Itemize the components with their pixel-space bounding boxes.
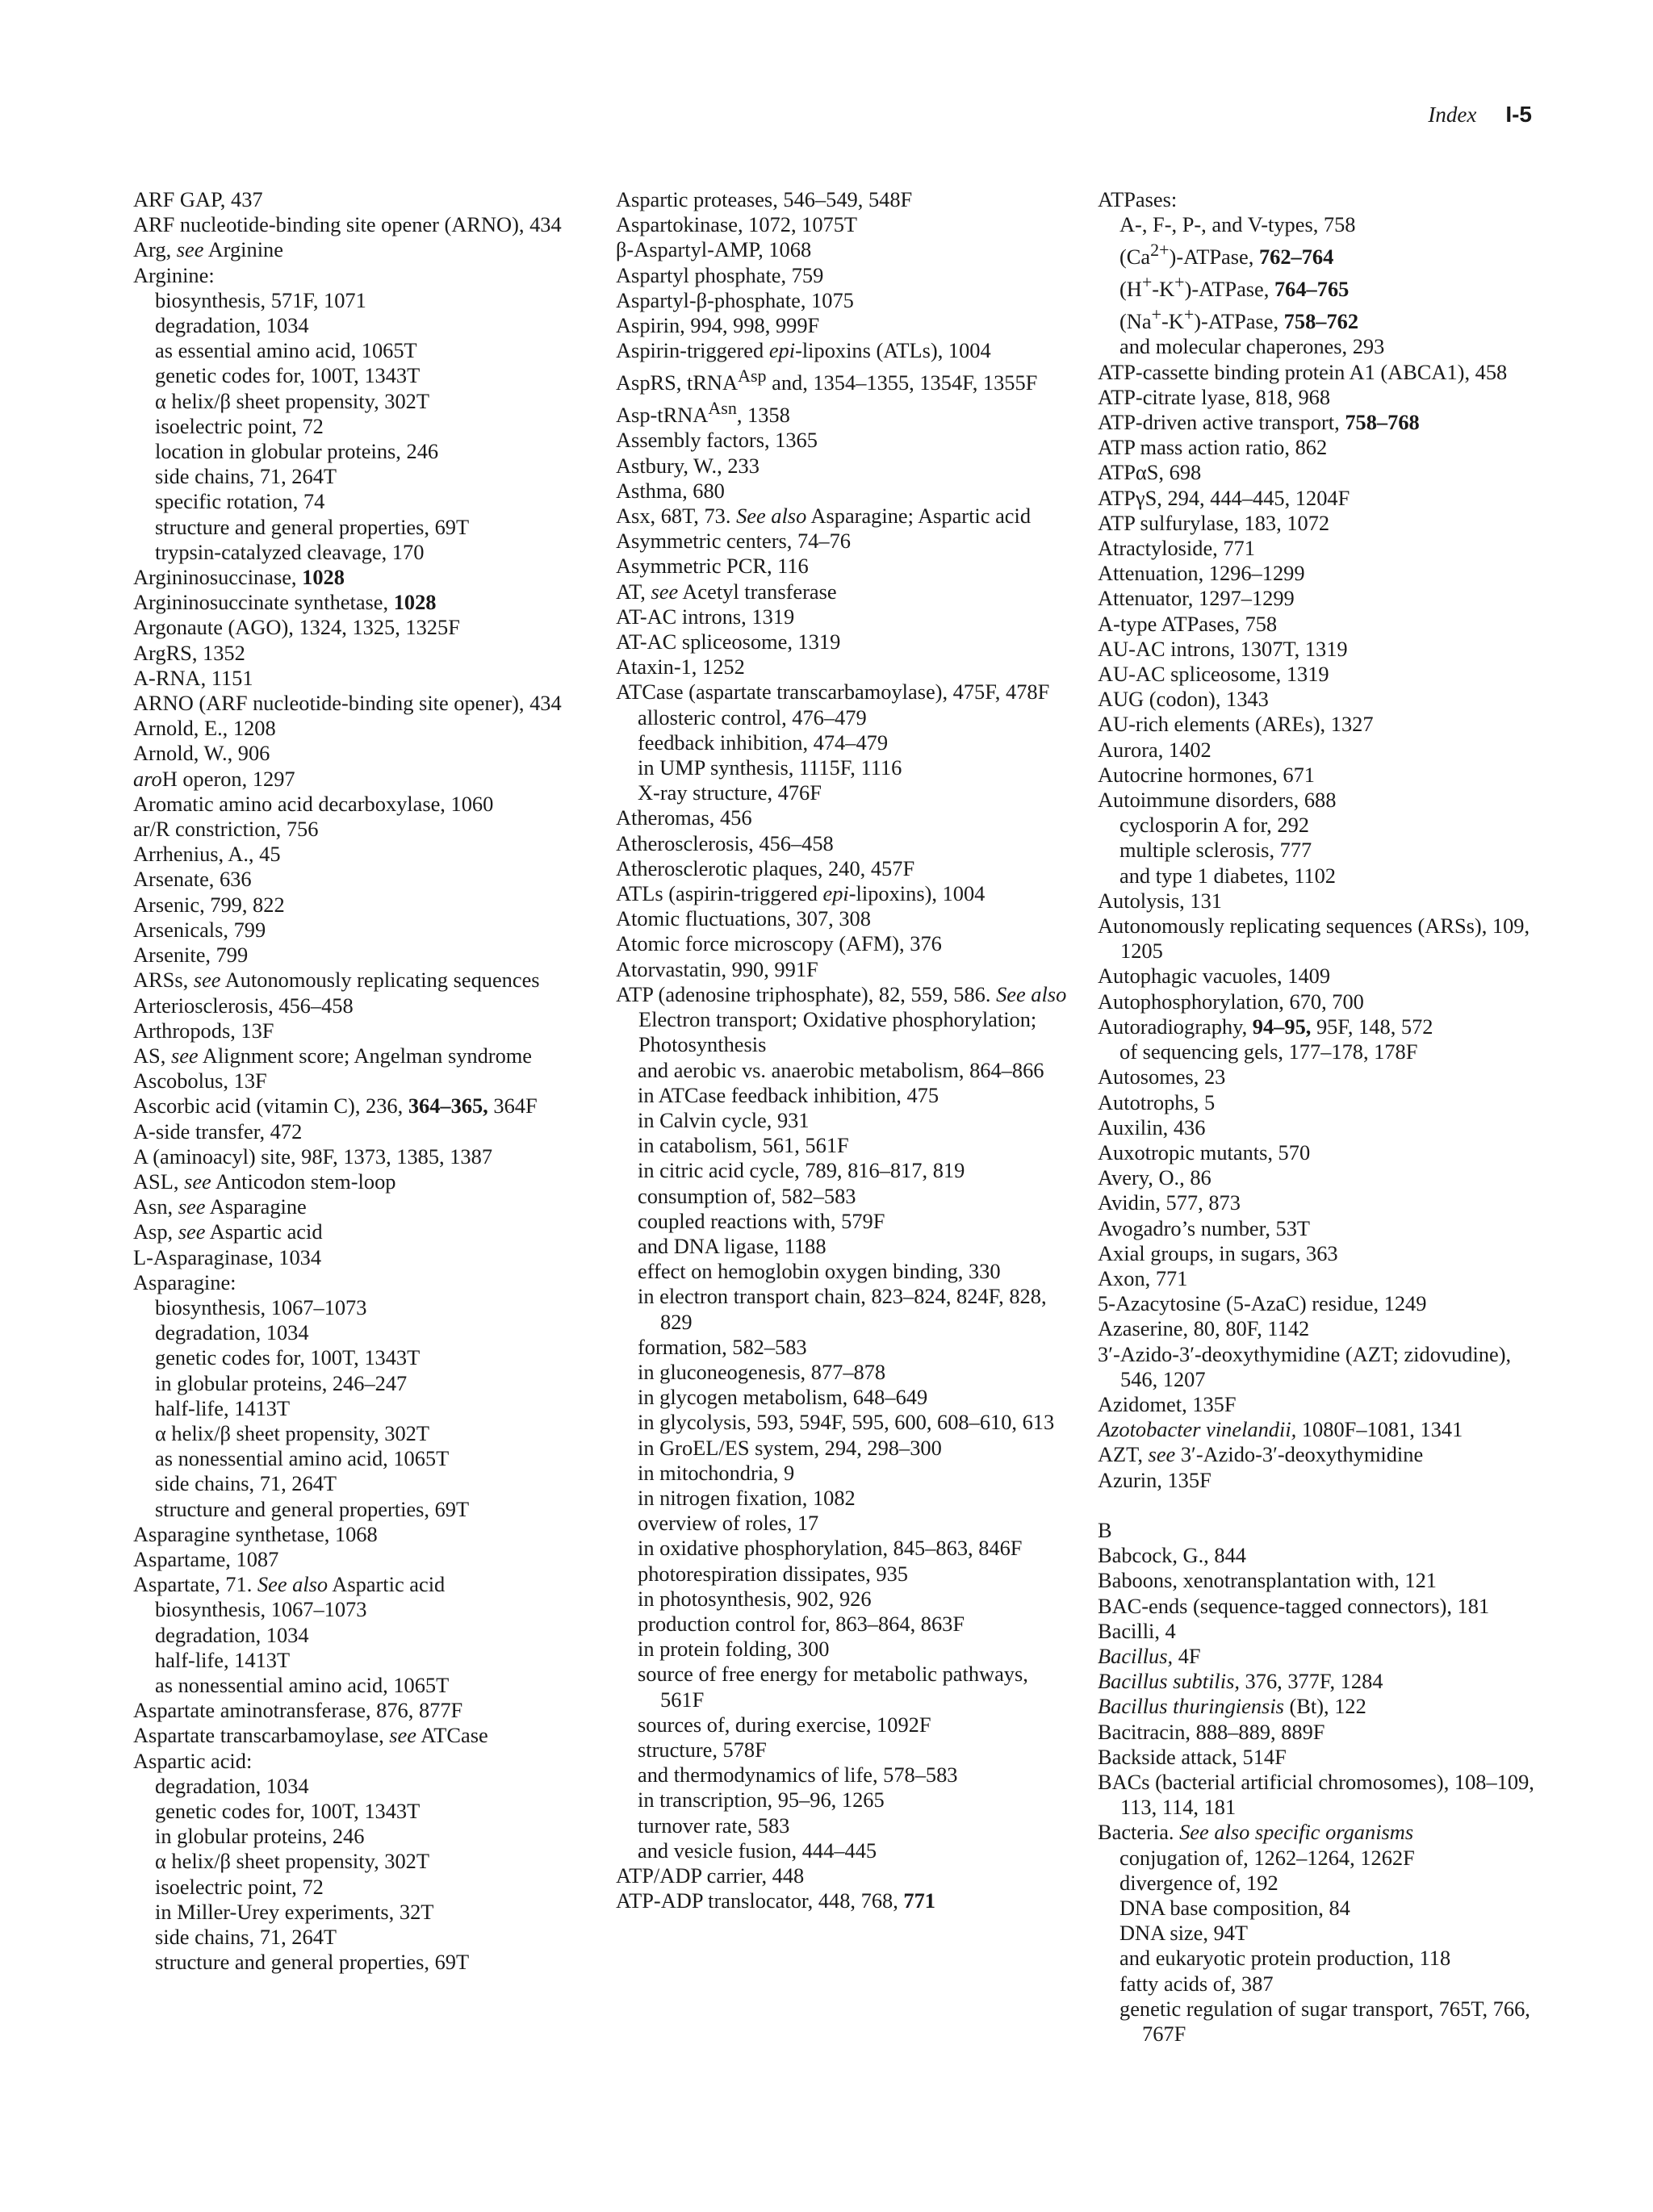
index-entry: ATPγS, 294, 444–445, 1204F [1098, 485, 1350, 510]
index-entry: 5-Azacytosine (5-AzaC) residue, 1249 [1098, 1291, 1427, 1316]
index-subentry: in catabolism, 561, 561F [638, 1133, 849, 1158]
index-entry: ATP/ADP carrier, 448 [616, 1863, 805, 1888]
index-subentry: in GroEL/ES system, 294, 298–300 [638, 1435, 942, 1460]
index-entry: A-type ATPases, 758 [1098, 611, 1278, 636]
index-subentry: as essential amino acid, 1065T [155, 338, 417, 363]
index-column-2 [616, 187, 1068, 1913]
index-subentry: A-, F-, P-, and V-types, 758 [1119, 212, 1356, 237]
index-subentry: structure and general properties, 69T [155, 514, 470, 539]
index-subentry: structure, 578F [638, 1737, 767, 1762]
index-entry: Argininosuccinate synthetase, 1028 [133, 590, 437, 615]
index-subentry: and type 1 diabetes, 1102 [1119, 863, 1336, 888]
index-subentry: half-life, 1413T [155, 1395, 291, 1420]
index-subentry: in UMP synthesis, 1115F, 1116 [638, 755, 902, 780]
index-entry: ATP-citrate lyase, 818, 968 [1098, 384, 1331, 409]
index-subentry: fatty acids of, 387 [1119, 1971, 1274, 1996]
index-entry: Autoimmune disorders, 688 [1098, 788, 1337, 813]
index-entry: Atheromas, 456 [616, 805, 752, 830]
index-subentry: and thermodynamics of life, 578–583 [638, 1762, 958, 1788]
index-entry: Asn, see Asparagine [133, 1194, 307, 1219]
index-entry: Arginine: [133, 262, 215, 287]
index-entry: ATP sulfurylase, 183, 1072 [1098, 510, 1330, 535]
index-subentry: overview of roles, 17 [638, 1511, 819, 1536]
index-subentry: α helix/β sheet propensity, 302T [155, 388, 429, 413]
index-subentry: conjugation of, 1262–1264, 1262F [1119, 1845, 1415, 1870]
index-entry: Auxilin, 436 [1098, 1114, 1206, 1139]
index-entry: AU-AC spliceosome, 1319 [1098, 662, 1329, 687]
index-entry: Autophagic vacuoles, 1409 [1098, 964, 1331, 989]
index-entry: ATPases: [1098, 187, 1178, 211]
index-subentry: biosynthesis, 1067–1073 [155, 1597, 367, 1622]
index-entry: Arnold, E., 1208 [133, 716, 276, 741]
index-subentry: in electron transport chain, 823–824, 824F, 828, 829 [638, 1284, 1047, 1334]
index-entry: Babcock, G., 844 [1098, 1543, 1246, 1568]
index-entry: Bacilli, 4 [1098, 1618, 1176, 1643]
index-subentry: allosteric control, 476–479 [638, 705, 867, 730]
index-subentry: in transcription, 95–96, 1265 [638, 1788, 885, 1813]
index-subentry: effect on hemoglobin oxygen binding, 330 [638, 1259, 1001, 1284]
index-entry: aroH operon, 1297 [133, 766, 295, 791]
index-subentry: side chains, 71, 264T [155, 464, 337, 489]
index-entry: ATP-ADP translocator, 448, 768, 771 [616, 1888, 935, 1913]
index-entry: Avogadro’s number, 53T [1098, 1215, 1311, 1240]
index-entry: Arsenite, 799 [133, 943, 249, 968]
index-entry: AU-rich elements (AREs), 1327 [1098, 712, 1374, 737]
index-column-1 [133, 187, 585, 1975]
index-entry: Aspartic acid: [133, 1748, 253, 1773]
index-entry: Arg, see Arginine [133, 237, 283, 262]
index-entry: Aspirin-triggered epi-lipoxins (ATLs), 1004 [616, 338, 991, 363]
index-entry: A (aminoacyl) site, 98F, 1373, 1385, 1387 [133, 1144, 493, 1169]
index-entry: Autocrine hormones, 671 [1098, 762, 1315, 787]
index-entry: ASL, see Anticodon stem-loop [133, 1169, 396, 1194]
index-entry: 3′-Azido-3′-deoxythymidine (AZT; zidovudine), 546, 1207 [1098, 1341, 1512, 1391]
index-subentry: genetic codes for, 100T, 1343T [155, 363, 421, 388]
index-entry: Atherosclerosis, 456–458 [616, 830, 834, 855]
index-entry: BAC-ends (sequence-tagged connectors), 181 [1098, 1593, 1490, 1618]
index-entry: Ataxin-1, 1252 [616, 654, 745, 679]
index-subentry: divergence of, 192 [1119, 1870, 1278, 1895]
index-entry: ARF GAP, 437 [133, 187, 263, 211]
index-entry: Attenuator, 1297–1299 [1098, 586, 1295, 611]
index-entry: AT-AC introns, 1319 [616, 604, 795, 629]
index-subentry: and vesicle fusion, 444–445 [638, 1838, 877, 1863]
index-entry: Azurin, 135F [1098, 1467, 1212, 1492]
running-head: Index [1428, 102, 1477, 127]
index-entry: Azidomet, 135F [1098, 1391, 1237, 1416]
index-entry: Arthropods, 13F [133, 1018, 274, 1043]
index-entry: Bacillus, 4F [1098, 1643, 1201, 1668]
index-entry: AT-AC spliceosome, 1319 [616, 629, 841, 654]
index-entry: Arteriosclerosis, 456–458 [133, 993, 354, 1018]
index-subentry: location in globular proteins, 246 [155, 439, 439, 464]
index-subentry: genetic codes for, 100T, 1343T [155, 1345, 421, 1370]
index-subentry: degradation, 1034 [155, 1622, 309, 1647]
index-subentry: α helix/β sheet propensity, 302T [155, 1849, 429, 1874]
index-entry: Aurora, 1402 [1098, 737, 1212, 762]
index-subentry: isoelectric point, 72 [155, 1874, 324, 1899]
index-subentry: in gluconeogenesis, 877–878 [638, 1359, 886, 1384]
index-entry: ArgRS, 1352 [133, 640, 245, 665]
index-entry: Atomic fluctuations, 307, 308 [616, 906, 871, 931]
index-entry: Avery, O., 86 [1098, 1165, 1212, 1190]
index-entry: Ascobolus, 13F [133, 1068, 267, 1093]
index-subentry: degradation, 1034 [155, 313, 309, 338]
index-entry: A-side transfer, 472 [133, 1119, 303, 1144]
index-entry: ATPαS, 698 [1098, 460, 1202, 485]
index-subentry: in ATCase feedback inhibition, 475 [638, 1082, 939, 1107]
index-entry: Aspartokinase, 1072, 1075T [616, 212, 858, 237]
index-entry: Asp, see Aspartic acid [133, 1219, 323, 1244]
index-subentry: trypsin-catalyzed cleavage, 170 [155, 539, 425, 564]
index-subentry: in citric acid cycle, 789, 816–817, 819 [638, 1158, 965, 1183]
index-entry: Azotobacter vinelandii, 1080F–1081, 1341 [1098, 1417, 1463, 1442]
index-entry: ATLs (aspirin-triggered epi-lipoxins), 1004 [616, 881, 986, 906]
index-subentry: (H+-K+)-ATPase, 764–765 [1119, 272, 1350, 302]
index-entry: Aromatic amino acid decarboxylase, 1060 [133, 791, 494, 816]
page-header [1428, 102, 1532, 128]
index-entry: Arrhenius, A., 45 [133, 842, 281, 867]
index-subentry: formation, 582–583 [638, 1334, 807, 1359]
index-subentry: structure and general properties, 69T [155, 1950, 470, 1975]
index-entry: Arnold, W., 906 [133, 741, 270, 766]
index-subentry: coupled reactions with, 579F [638, 1208, 885, 1233]
index-entry: β-Aspartyl-AMP, 1068 [616, 237, 812, 262]
index-subentry: in protein folding, 300 [638, 1637, 830, 1662]
index-entry: Atomic force microscopy (AFM), 376 [616, 931, 942, 956]
index-subentry: cyclosporin A for, 292 [1119, 813, 1309, 838]
index-entry: Backside attack, 514F [1098, 1744, 1287, 1769]
index-entry: Bacillus thuringiensis (Bt), 122 [1098, 1694, 1366, 1719]
index-subentry: side chains, 71, 264T [155, 1471, 337, 1496]
index-subentry: X-ray structure, 476F [638, 780, 822, 805]
index-subentry: as nonessential amino acid, 1065T [155, 1446, 450, 1471]
index-entry: Assembly factors, 1365 [616, 428, 818, 453]
index-entry: Arsenic, 799, 822 [133, 892, 285, 917]
index-entry: Asparagine synthetase, 1068 [133, 1521, 378, 1546]
index-entry: Asp-tRNA$^{Asn}$, 1358 [616, 398, 790, 428]
index-subentry: in mitochondria, 9 [638, 1460, 795, 1485]
index-subentry: degradation, 1034 [155, 1773, 309, 1798]
index-entry: Auxotropic mutants, 570 [1098, 1139, 1311, 1165]
index-subentry: and DNA ligase, 1188 [638, 1233, 826, 1258]
index-entry: Bacteria. See also specific organisms [1098, 1820, 1414, 1845]
index-subentry: as nonessential amino acid, 1065T [155, 1672, 450, 1697]
index-subentry: sources of, during exercise, 1092F [638, 1712, 931, 1737]
index-subentry: source of free energy for metabolic pathways, 561F [638, 1662, 1028, 1712]
index-entry: Aspartate transcarbamoylase, see ATCase [133, 1723, 488, 1748]
index-entry: Autonomously replicating sequences (ARSs), 109, 1205 [1098, 914, 1530, 964]
index-subentry: and eukaryotic protein production, 118 [1119, 1946, 1451, 1971]
index-entry: Bacillus subtilis, 376, 377F, 1284 [1098, 1669, 1383, 1694]
index-entry: Autolysis, 131 [1098, 888, 1222, 913]
index-entry: Atractyloside, 771 [1098, 536, 1255, 561]
index-entry: Asymmetric centers, 74–76 [616, 529, 851, 554]
index-entry: Azaserine, 80, 80F, 1142 [1098, 1316, 1310, 1341]
index-subentry: isoelectric point, 72 [155, 413, 324, 438]
index-subentry: photorespiration dissipates, 935 [638, 1561, 908, 1586]
index-entry: Aspartic proteases, 546–549, 548F [616, 187, 913, 211]
index-entry: BACs (bacterial artificial chromosomes), 108–109, 113, 114, 181 [1098, 1769, 1534, 1820]
index-entry: Atherosclerotic plaques, 240, 457F [616, 855, 915, 880]
index-entry: ar/R constriction, 756 [133, 817, 319, 842]
index-subentry: specific rotation, 74 [155, 489, 325, 514]
index-entry: Bacitracin, 888–889, 889F [1098, 1719, 1325, 1744]
page-number: I-5 [1505, 102, 1532, 127]
index-entry: Asymmetric PCR, 116 [616, 554, 809, 579]
index-entry: ARF nucleotide-binding site opener (ARNO), 434 [133, 212, 562, 237]
index-entry: AT, see Acetyl transferase [616, 579, 837, 604]
index-entry: Autoradiography, 94–95, 95F, 148, 572 [1098, 1014, 1433, 1039]
section-spacer [1098, 1493, 1550, 1518]
index-subentry: in glycolysis, 593, 594F, 595, 600, 608–610, 613 [638, 1410, 1055, 1435]
index-entry: Arsenate, 636 [133, 867, 252, 892]
index-subentry: in globular proteins, 246–247 [155, 1370, 408, 1395]
index-subentry: multiple sclerosis, 777 [1119, 838, 1312, 863]
index-entry: Argonaute (AGO), 1324, 1325, 1325F [133, 615, 460, 640]
index-entry: Aspartame, 1087 [133, 1546, 279, 1571]
index-subentry: genetic regulation of sugar transport, 765T, 766, 767F [1119, 1996, 1530, 2046]
index-entry: ATP-driven active transport, 758–768 [1098, 410, 1420, 435]
index-subentry: structure and general properties, 69T [155, 1496, 470, 1521]
index-subentry: and aerobic vs. anaerobic metabolism, 864–866 [638, 1057, 1044, 1082]
index-subentry: biosynthesis, 571F, 1071 [155, 287, 366, 312]
index-subentry: degradation, 1034 [155, 1320, 309, 1345]
index-entry: Aspartyl-β-phosphate, 1075 [616, 287, 854, 312]
index-subentry: in nitrogen fixation, 1082 [638, 1485, 856, 1510]
index-entry: Atorvastatin, 990, 991F [616, 956, 818, 981]
index-subentry: (Na+-K+)-ATPase, 758–762 [1119, 304, 1359, 334]
index-entry: Axon, 771 [1098, 1265, 1188, 1290]
index-subentry: α helix/β sheet propensity, 302T [155, 1420, 429, 1445]
index-entry: Asx, 68T, 73. See also Asparagine; Aspartic acid [616, 504, 1032, 529]
index-entry: ARSs, see Autonomously replicating sequences [133, 968, 540, 993]
index-subentry: DNA base composition, 84 [1119, 1895, 1350, 1920]
index-entry: AZT, see 3′-Azido-3′-deoxythymidine [1098, 1442, 1424, 1467]
index-entry: B [1098, 1517, 1112, 1542]
index-subentry: in Calvin cycle, 931 [638, 1107, 810, 1132]
index-subentry: production control for, 863–864, 863F [638, 1611, 965, 1636]
index-entry: Aspartate aminotransferase, 876, 877F [133, 1698, 463, 1723]
index-subentry: consumption of, 582–583 [638, 1183, 856, 1208]
index-subentry: half-life, 1413T [155, 1647, 291, 1672]
index-entry: Axial groups, in sugars, 363 [1098, 1240, 1338, 1265]
index-subentry: DNA size, 94T [1119, 1921, 1249, 1946]
index-entry: Aspartyl phosphate, 759 [616, 262, 824, 287]
index-subentry: in photosynthesis, 902, 926 [638, 1586, 872, 1611]
index-entry: Baboons, xenotransplantation with, 121 [1098, 1568, 1437, 1593]
index-subentry: $(Ca^{2+})$-ATPase, 762–764 [1119, 240, 1334, 270]
index-entry: ATP mass action ratio, 862 [1098, 435, 1328, 460]
index-entry: ATCase (aspartate transcarbamoylase), 475F, 478F [616, 679, 1050, 705]
index-entry: Astbury, W., 233 [616, 453, 760, 478]
index-entry: Aspirin, 994, 998, 999F [616, 313, 820, 338]
index-entry: AspRS, tRNA$^{Asp}$ and, 1354–1355, 1354F, 1355F [616, 366, 1038, 395]
index-subentry: side chains, 71, 264T [155, 1925, 337, 1950]
index-entry: L-Asparaginase, 1034 [133, 1244, 322, 1269]
index-entry: Ascorbic acid (vitamin C), 236, 364–365, 364F [133, 1093, 538, 1119]
index-entry: Asparagine: [133, 1269, 236, 1294]
index-subentry: in glycogen metabolism, 648–649 [638, 1385, 928, 1410]
index-entry: AS, see Alignment score; Angelman syndrome [133, 1043, 533, 1068]
index-subentry: in globular proteins, 246 [155, 1824, 365, 1849]
index-entry: ATP-cassette binding protein A1 (ABCA1), 458 [1098, 359, 1508, 384]
index-entry: Autosomes, 23 [1098, 1064, 1226, 1089]
index-subentry: genetic codes for, 100T, 1343T [155, 1799, 421, 1823]
index-entry: Aspartate, 71. See also Aspartic acid [133, 1572, 446, 1597]
index-entry: ATP (adenosine triphosphate), 82, 559, 586. See also Electron transport; Oxidative phosphorylation; Photosynthesis [616, 981, 1067, 1057]
index-entry: AU-AC introns, 1307T, 1319 [1098, 636, 1348, 661]
index-column-3 [1098, 187, 1550, 2047]
index-subentry: feedback inhibition, 474–479 [638, 730, 889, 755]
index-entry: Asthma, 680 [616, 478, 725, 503]
index-entry: A-RNA, 1151 [133, 665, 253, 690]
index-entry: Autotrophs, 5 [1098, 1089, 1216, 1114]
index-entry: Autophosphorylation, 670, 700 [1098, 989, 1364, 1014]
index-subentry: in Miller-Urey experiments, 32T [155, 1899, 434, 1924]
index-subentry: biosynthesis, 1067–1073 [155, 1294, 367, 1319]
index-entry: Arsenicals, 799 [133, 917, 266, 942]
index-entry: Argininosuccinase, 1028 [133, 565, 345, 590]
index-entry: Avidin, 577, 873 [1098, 1190, 1241, 1215]
index-subentry: in oxidative phosphorylation, 845–863, 846F [638, 1536, 1023, 1561]
index-entry: Attenuation, 1296–1299 [1098, 561, 1305, 586]
index-entry: ARNO (ARF nucleotide-binding site opener), 434 [133, 691, 562, 716]
index-subentry: of sequencing gels, 177–178, 178F [1119, 1039, 1418, 1064]
index-subentry: and molecular chaperones, 293 [1119, 334, 1385, 359]
index-entry: AUG (codon), 1343 [1098, 687, 1269, 712]
index-subentry: turnover rate, 583 [638, 1813, 790, 1838]
